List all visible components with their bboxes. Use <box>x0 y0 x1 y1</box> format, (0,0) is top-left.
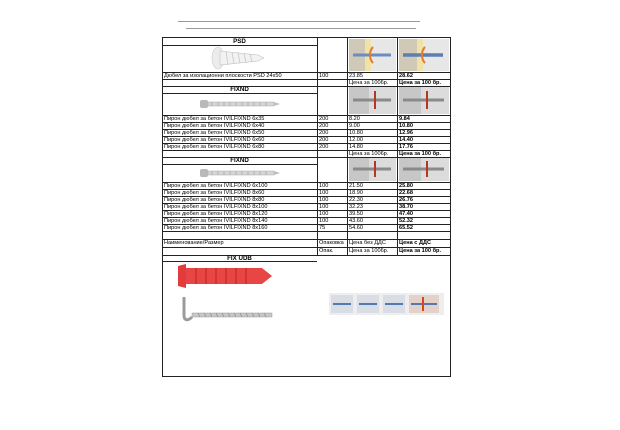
fixnd-install-image-1 <box>349 87 396 114</box>
product-name: Пирон дюбел за бетон IVILFIXND 8x120 <box>164 210 268 217</box>
section-title: FIXND <box>230 85 249 93</box>
product-price-vat: 65.52 <box>399 224 413 231</box>
fix-udb-hook-image <box>176 293 276 325</box>
product-price-vat: 17.76 <box>399 143 413 150</box>
product-price: 9.00 <box>349 122 360 129</box>
product-price: 10.80 <box>349 129 363 136</box>
product-name: Пирон дюбел за бетон IVILFIXND 8x140 <box>164 217 268 224</box>
product-qty: 100 <box>319 203 329 210</box>
product-price-vat: 22.68 <box>399 189 413 196</box>
fix-udb-install-image <box>329 293 444 315</box>
row-line <box>162 376 451 377</box>
product-price: 54.60 <box>349 224 363 231</box>
product-price: 21.50 <box>349 182 363 189</box>
product-name: Пирон дюбел за бетон IVILFIXND 8x160 <box>164 224 268 231</box>
vat-header: Цена за 100 бр. <box>399 150 441 157</box>
product-name: Пирон дюбел за бетон IVILFIXND 8x60 <box>164 189 265 196</box>
product-price-vat: 10.80 <box>399 122 413 129</box>
col-line-name <box>317 37 318 255</box>
col-line-qty <box>347 37 348 255</box>
product-price: 14.80 <box>349 143 363 150</box>
fixnd-nail-image <box>198 165 282 181</box>
product-price-vat: 47.40 <box>399 210 413 217</box>
product-qty: 200 <box>319 122 329 129</box>
product-qty: 100 <box>319 72 329 79</box>
vat-header: Цена за 100 бр. <box>399 247 441 254</box>
product-qty: 200 <box>319 143 329 150</box>
vat-header: Цена за 100 бр. <box>399 79 441 86</box>
product-price-vat: 14.40 <box>399 136 413 143</box>
column-header-price: Цена без ДДС <box>349 239 386 246</box>
column-header-name: Наименование/Размер <box>164 239 224 246</box>
product-qty: 200 <box>319 115 329 122</box>
product-name: Пирон дюбел за бетон IVILFIXND 6x40 <box>164 122 265 129</box>
psd-install-image-2 <box>399 39 449 71</box>
fixnd-install-image-1 <box>349 158 396 181</box>
fix-udb-dowel-image <box>176 262 276 290</box>
top-rule-2 <box>186 28 416 29</box>
section-title: FIX UDB <box>227 254 252 262</box>
product-price: 22.30 <box>349 196 363 203</box>
product-qty: 100 <box>319 217 329 224</box>
product-price-vat: 25.80 <box>399 182 413 189</box>
column-header-qty: Опаковка <box>319 239 344 246</box>
section-title: FIXND <box>230 156 249 164</box>
product-price-vat: 28.62 <box>399 72 413 79</box>
product-qty: 200 <box>319 136 329 143</box>
product-price: 43.60 <box>349 217 363 224</box>
fixnd-install-image-2 <box>399 87 449 114</box>
col-line-right <box>450 37 451 377</box>
fixnd-install-image-2 <box>399 158 449 181</box>
product-price-vat: 9.84 <box>399 115 410 122</box>
row-line <box>162 93 317 94</box>
product-name: Пирон дюбел за бетон IVILFIXND 8x100 <box>164 203 268 210</box>
product-name: Пирон дюбел за бетон IVILFIXND 8x80 <box>164 196 265 203</box>
product-price-vat: 26.76 <box>399 196 413 203</box>
psd-dowel-image <box>210 46 266 71</box>
psd-install-image-1 <box>349 39 396 71</box>
product-price-vat: 38.70 <box>399 203 413 210</box>
top-rule-1 <box>178 21 420 22</box>
product-name: Пирон дюбел за бетон IVILFIXND 6x50 <box>164 129 265 136</box>
product-qty: 100 <box>319 189 329 196</box>
product-price: 23.85 <box>349 72 363 79</box>
product-name: Пирон дюбел за бетон IVILFIXND 6x35 <box>164 115 265 122</box>
section-title: PSD <box>233 37 246 45</box>
product-qty: 100 <box>319 210 329 217</box>
product-price: 8.20 <box>349 115 360 122</box>
product-name: Пирон дюбел за бетон IVILFIXND 6x80 <box>164 143 265 150</box>
product-qty: 100 <box>319 182 329 189</box>
fix-udb-qty: Опак. <box>319 247 334 254</box>
product-price: 32.23 <box>349 203 363 210</box>
product-price-vat: 52.32 <box>399 217 413 224</box>
price-table <box>162 37 451 377</box>
product-price: 39.50 <box>349 210 363 217</box>
product-price: 18.90 <box>349 189 363 196</box>
fixnd-nail-image <box>198 95 282 113</box>
price-header: Цена за 1006р. <box>349 150 389 157</box>
col-line-price <box>397 37 398 255</box>
product-qty: 75 <box>319 224 326 231</box>
product-price: 12.00 <box>349 136 363 143</box>
price-header: Цена за 1006р. <box>349 79 389 86</box>
product-price-vat: 12.96 <box>399 129 413 136</box>
product-name: Дюбел за изолационни плоскости PSD 24x50 <box>164 72 282 79</box>
product-qty: 200 <box>319 129 329 136</box>
product-qty: 100 <box>319 196 329 203</box>
product-name: Пирон дюбел за бетон IVILFIXND 6x60 <box>164 136 265 143</box>
column-header-vat: Цена с ДДС <box>399 239 431 246</box>
price-header: Цена за 1006р. <box>349 247 389 254</box>
product-name: Пирон дюбел за бетон IVILFIXND 6x100 <box>164 182 268 189</box>
